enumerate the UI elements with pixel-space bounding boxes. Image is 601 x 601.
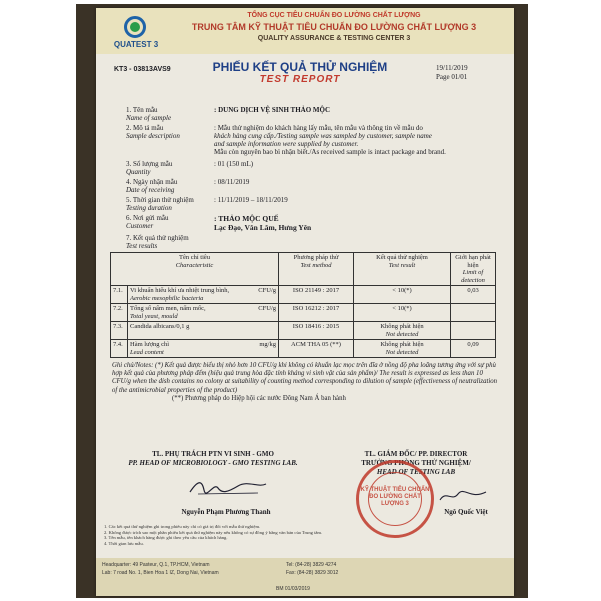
footer-line: 3. Tên mẫu, tên khách hàng được ghi theo yêu cầu của khách hàng. xyxy=(104,535,228,541)
row-unit xyxy=(252,304,279,322)
field-quantity-label xyxy=(126,160,172,176)
header-vn: Giới hạn phát hiện xyxy=(455,254,491,269)
row-limit xyxy=(451,286,496,304)
row-method xyxy=(279,340,354,358)
signer-title-en: PP. HEAD OF MICROBIOLOGY - GMO TESTING LAB. xyxy=(128,459,298,467)
row-limit xyxy=(451,340,496,358)
results-table xyxy=(110,252,496,358)
table-row xyxy=(111,322,496,340)
row-result xyxy=(354,286,451,304)
row-method-text: ISO 16212 : 2017 xyxy=(292,305,340,312)
handwritten-signature-left-icon xyxy=(188,478,268,498)
field-customer-label xyxy=(126,214,169,230)
row-characteristic xyxy=(128,322,253,340)
row-characteristic xyxy=(128,340,253,358)
footer-contact-band xyxy=(96,558,514,596)
col-result xyxy=(354,253,451,286)
row-method xyxy=(279,286,354,304)
header-en: Test result xyxy=(388,261,416,269)
row-characteristic-text: Tổng số nấm men, nấm mốc, xyxy=(130,305,206,312)
table-row xyxy=(111,340,496,358)
row-result-text: Không phát hiện xyxy=(380,323,424,330)
row-unit-text: CFU/g xyxy=(258,305,276,312)
signer-title-vn: TL. PHỤ TRÁCH PTN VI SINH - GMO xyxy=(152,450,274,458)
header-vn: Kết quả thử nghiệm xyxy=(376,254,428,261)
report-code: KT3 - 03813AVS9 xyxy=(114,66,171,73)
band-tel: Tel: (84-28) 3829 4274 xyxy=(286,562,337,568)
row-unit xyxy=(252,286,279,304)
label-en: Name of sample xyxy=(126,114,172,122)
duration-value: : 11/11/2019 – 18/11/2019 xyxy=(214,196,288,204)
signer-left-name: Nguyễn Phạm Phương Thanh xyxy=(181,508,271,516)
header-vn: Tên chỉ tiêu xyxy=(178,254,211,261)
footer-line: 4. Thời gian lưu mẫu. xyxy=(104,540,144,546)
sample-name-value: : DUNG DỊCH VỆ SINH THẢO MỘC xyxy=(214,106,331,114)
table-header-row xyxy=(111,253,496,286)
row-characteristic xyxy=(128,286,253,304)
customer-name: : THẢO MỘC QUẾ xyxy=(214,214,279,223)
sample-description-value xyxy=(214,124,504,156)
label-vn: 2. Mô tả mẫu xyxy=(126,124,164,132)
row-method-text: ISO 18416 : 2015 xyxy=(292,323,340,330)
desc-line: khách hàng cung cấp./Testing sample was sampled by customer, sample name xyxy=(214,132,432,140)
desc-line: : Mẫu thử nghiệm do khách hàng lấy mẫu, tên mẫu và thông tin về mẫu do xyxy=(214,124,423,132)
header-en: Test method xyxy=(300,261,332,269)
row-characteristic-text: Lead content xyxy=(130,348,164,356)
band-lab: Lab: 7 road No. 1, Bien Hoa 1 IZ, Dong Nai, Vietnam xyxy=(102,570,219,576)
row-limit xyxy=(451,304,496,322)
col-characteristic xyxy=(111,253,279,286)
row-characteristic-text: Total yeast, mould xyxy=(130,312,178,320)
report-title-en: TEST REPORT xyxy=(259,74,341,85)
row-number-text: 7.1. xyxy=(113,287,123,294)
field-receiving-label xyxy=(126,178,177,194)
col-limit xyxy=(451,253,496,286)
signer-right-name: Ngô Quốc Việt xyxy=(444,508,488,516)
footer-line: 2. Không được trích sao một phần phiếu kết quả thử nghiệm này nếu không có sự đồng ý bằng văn bản của Trung tâm. xyxy=(104,529,323,535)
label-vn: 5. Thời gian thử nghiệm xyxy=(126,196,194,204)
row-unit xyxy=(252,322,279,340)
receiving-date-value: : 08/11/2019 xyxy=(214,178,250,186)
band-fax: Fax: (84-28) 3829 3012 xyxy=(286,570,339,576)
label-vn: 1. Tên mẫu xyxy=(126,106,158,114)
row-limit xyxy=(451,322,496,340)
label-en: Quantity xyxy=(126,168,151,176)
row-characteristic-text: Vi khuẩn hiếu khí ưa nhiệt trung bình, xyxy=(130,287,230,294)
table-row xyxy=(111,304,496,322)
row-limit-text: 0,09 xyxy=(467,341,479,348)
report-page: Page 01/01 xyxy=(436,73,468,81)
footer-line: 1. Các kết quả thử nghiệm ghi trong phiếu này chỉ có giá trị đối với mẫu thử nghiệm. xyxy=(104,524,261,529)
row-characteristic xyxy=(128,304,253,322)
row-method xyxy=(279,322,354,340)
label-vn: 3. Số lượng mẫu xyxy=(126,160,173,168)
logo-text: QUATEST 3 xyxy=(113,40,159,49)
desc-line: Mẫu còn nguyên bao bì nhận biết./As received sample is intact package and brand. xyxy=(214,148,446,156)
row-number xyxy=(111,304,128,322)
row-limit-text: 0,03 xyxy=(467,287,479,294)
stamp-text: KỸ THUẬT TIÊU CHUẨN ĐO LƯỜNG CHẤT LƯỢNG 3 xyxy=(360,487,430,507)
row-unit-text: CFU/g xyxy=(258,287,276,294)
row-result xyxy=(354,304,451,322)
label-vn: 4. Ngày nhận mẫu xyxy=(126,178,178,186)
label-vn: 6. Nơi gửi mẫu xyxy=(126,214,169,222)
signer-title-vn: TL. GIÁM ĐỐC/ PP. DIRECTOR xyxy=(364,450,468,458)
row-method xyxy=(279,304,354,322)
notes-block xyxy=(112,362,502,403)
center-name-en: QUALITY ASSURANCE & TESTING CENTER 3 xyxy=(257,35,411,42)
header-vn: Phương pháp thử xyxy=(293,254,339,261)
desc-line: and sample information were supplied by customer. xyxy=(214,140,359,148)
note-2: (**) Phương pháp do Hiệp hội các nước Đông Nam Á ban hành xyxy=(172,394,346,402)
header-en: Characteristic xyxy=(175,261,214,269)
row-number-text: 7.2. xyxy=(113,305,123,312)
row-number-text: 7.4. xyxy=(113,341,123,348)
col-method xyxy=(279,253,354,286)
customer-value xyxy=(214,214,311,232)
band-headquarter: Headquarter: 49 Pasteur, Q.1, TP.HCM, Vietnam xyxy=(102,562,210,568)
header-en: Limit of detection xyxy=(461,269,485,284)
row-result-text: Not detected xyxy=(385,330,419,338)
row-result xyxy=(354,322,451,340)
quatest-logo xyxy=(106,16,166,52)
center-name-vn: TRUNG TÂM KỸ THUẬT TIÊU CHUẨN ĐO LƯỜNG CHẤT LƯỢNG 3 xyxy=(191,22,477,32)
row-result-text: Không phát hiện xyxy=(380,341,424,348)
footer-notes xyxy=(104,524,506,546)
row-characteristic-text: Aerobic mesophilic bacteria xyxy=(130,294,204,302)
agency-name: TỔNG CỤC TIÊU CHUẨN ĐO LƯỜNG CHẤT LƯỢNG xyxy=(247,12,421,19)
row-result-text: < 10(*) xyxy=(392,287,412,294)
signer-title-3: HEAD OF TESTING LAB xyxy=(376,468,456,476)
customer-address: Lạc Đạo, Văn Lâm, Hưng Yên xyxy=(214,223,312,232)
handwritten-signature-right-icon xyxy=(438,488,488,504)
row-number xyxy=(111,340,128,358)
row-number-text: 7.3. xyxy=(113,323,123,330)
band-form-code: BM 01/03/2019 xyxy=(276,586,310,592)
row-unit xyxy=(252,340,279,358)
signer-title-2: TRƯỞNG PHÒNG THỬ NGHIỆM/ xyxy=(361,459,471,467)
row-result-text: Not detected xyxy=(385,348,419,356)
label-en: Date of receiving xyxy=(126,186,175,194)
quantity-value: : 01 (150 mL) xyxy=(214,160,254,168)
note-1: Ghi chú/Notes: (*) Kết quả được biểu thị nhỏ hơn 10 CFU/g khi không có khuẩn lạc mọc trên đĩa ở nồng độ pha loãng tương ứng với sự phù hợp kết quả của phương pháp đếm (hiệu quả trung hòa đặc tính kháng vi sinh vật của sản phẩm)/ The result is expressed as less than 10 CFU/g when the dish contains no colony at suitability of counting method corresponding to dilution of sample (effectiveness of neutralization of the antimicrobial properties of the product) xyxy=(112,362,498,394)
label-en: Sample description xyxy=(126,132,180,140)
logo-dot-icon xyxy=(130,22,140,32)
row-method-text: ISO 21149 : 2017 xyxy=(292,287,340,294)
label-en: Customer xyxy=(126,222,154,230)
row-result xyxy=(354,340,451,358)
label-en: Test results xyxy=(126,242,158,250)
report-date-block xyxy=(436,64,468,82)
row-characteristic-text: Candida albicans/0,1 g xyxy=(130,323,190,330)
signature-left xyxy=(118,450,308,468)
report-title-vn: PHIẾU KẾT QUẢ THỬ NGHIỆM xyxy=(212,60,388,74)
label-vn: 7. Kết quả thử nghiệm xyxy=(126,234,189,242)
row-number xyxy=(111,322,128,340)
row-characteristic-text: Hàm lượng chì xyxy=(130,341,170,348)
field-description-label xyxy=(126,124,180,140)
row-unit-text: mg/kg xyxy=(259,341,276,348)
field-duration-label xyxy=(126,196,194,212)
table-row xyxy=(111,286,496,304)
label-en: Testing duration xyxy=(126,204,172,212)
row-result-text: < 10(*) xyxy=(392,305,412,312)
field-name-label xyxy=(126,106,171,122)
row-number xyxy=(111,286,128,304)
field-results-label xyxy=(126,234,189,250)
row-method-text: ACM THA 05 (**) xyxy=(291,341,341,348)
test-report-document xyxy=(96,8,514,596)
report-date: 19/11/2019 xyxy=(436,64,468,72)
